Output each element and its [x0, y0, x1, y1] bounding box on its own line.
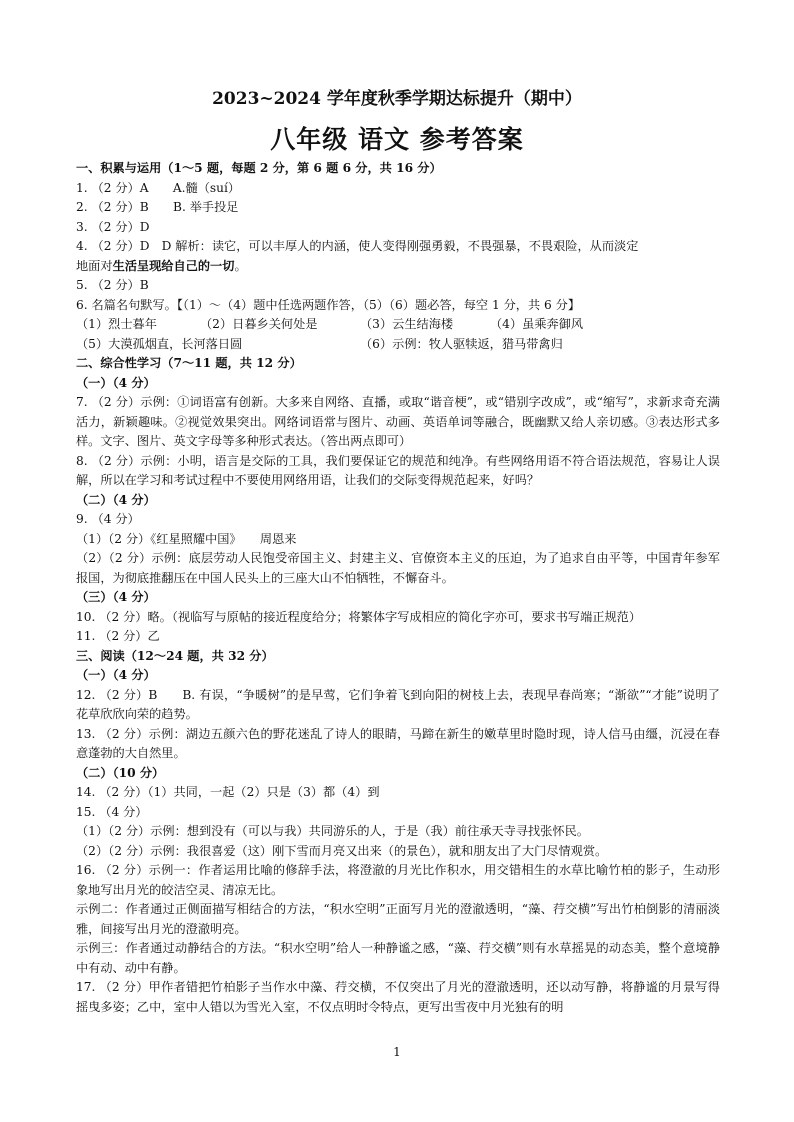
answer-q12: 12. （2 分）B B. 有误，“争暖树”的是早莺，它们争着飞到向阳的树枝上去，表现早春尚寒；“渐欲”“才能”说明了花草欣欣向荣的趋势。 — [76, 687, 720, 721]
section-heading-3: 三、阅读（12～24 题，共 32 分） — [76, 648, 274, 663]
answer-q11: 11. （2 分）乙 — [76, 629, 160, 643]
answer-q15-1: （1）（2 分）示例：想到没有（可以与我）共同游乐的人，于是（我）前往承天寺寻找张怀民。 — [76, 824, 589, 838]
answer-q16-example2: 示例二：作者通过正侧面描写相结合的方法，“积水空明”正面写月光的澄澈透明，“藻、荇交横”写出竹柏倒影的清丽淡雅，间接写出月光的澄澈明亮。 — [76, 902, 720, 936]
q6-item-1: （1）烈士暮年 — [76, 317, 157, 331]
q6-row-1 — [76, 315, 720, 335]
answer-q6: 6. 名篇名句默写。【（1）～（4）题中任选两题作答，（5）（6）题必答，每空 1 分，共 6 分】 — [76, 297, 581, 312]
answer-q9-1: （1）（2 分）《红星照耀中国》 周恩来 — [76, 531, 297, 546]
part-heading-2-3: （三）（4 分） — [76, 590, 156, 604]
answer-q10: 10. （2 分）略。（视临写与原帖的接近程度给分；将繁体字写成相应的简化字亦可，要求书写端正规范） — [76, 609, 642, 624]
q6-row-2 — [76, 335, 720, 355]
q6-item-5: （5）大漠孤烟直，长河落日圆 — [76, 336, 243, 351]
page-number: 1 — [393, 1045, 401, 1059]
q6-item-6: （6）示例：牧人驱犊返，猎马带禽归 — [360, 336, 563, 351]
part-heading-3-1: （一）（4 分） — [76, 668, 156, 682]
answer-q4-line2 — [76, 257, 720, 277]
part-heading-2-1: （一）（4 分） — [76, 375, 156, 390]
answer-q14: 14. （2 分）（1）共同，一起（2）只是（3）都（4）到 — [76, 785, 380, 799]
answer-q9-2: （2）（2 分）示例：底层劳动人民饱受帝国主义、封建主义、官僚资本主义的压迫，为了追求自由平等，中国青年参军报国，为彻底推翻压在中国人民头上的三座大山不怕牺牲，不懈奋斗。 — [76, 551, 720, 585]
q6-item-4: （4）虽乘奔御风 — [490, 317, 584, 331]
part-heading-2-2: （二）（4 分） — [76, 492, 156, 507]
answer-q3: 3. （2 分）D — [76, 219, 150, 234]
part-heading-3-2: （二）（10 分） — [76, 765, 165, 780]
q4-text-bold: 生活呈现给自己的一切 — [112, 258, 235, 273]
answer-q15: 15. （4 分） — [76, 804, 148, 819]
document-subtitle: 八年级 语文 参考答案 — [270, 125, 524, 154]
section-heading-2: 二、综合性学习（7～11 题，共 12 分） — [76, 356, 302, 370]
answer-q15-2: （2）（2 分）示例：我很喜爱（这）刚下雪而月亮又出来（的景色），就和朋友出了大门尽情观赏。 — [76, 843, 608, 858]
section-heading-1: 一、积累与运用（1～5 题，每题 2 分，第 6 题 6 分，共 16 分） — [76, 161, 442, 175]
answer-q5: 5. （2 分）B — [76, 278, 149, 292]
answer-q2: 2. （2 分）B B. 举手投足 — [76, 200, 239, 214]
answer-q16-example3: 示例三：作者通过动静结合的方法。“积水空明”给人一种静谧之感，“藻、荇交横”则有水草摇晃的动态美，整个意境静中有动、动中有静。 — [76, 941, 720, 975]
answer-q17: 17. （2 分）甲作者错把竹柏影子当作水中藻、荇交横，不仅突出了月光的澄澈透明，还以动写静，将静谧的月景写得摇曳多姿；乙中，室中人错以为雪光入室，不仅点明时令特点，更写出雪夜中月光独有的明 — [76, 980, 720, 1014]
q6-item-3: （3）云生结海楼 — [360, 317, 454, 331]
answer-content — [76, 159, 720, 1017]
q6-item-2: （2）日暮乡关何处是 — [200, 317, 318, 331]
q4-text-post: 。 — [234, 258, 247, 273]
answer-q4-line1: 4. （2 分）D D 解析：读它，可以丰厚人的内涵，使人变得刚强勇毅，不畏强暴，不畏艰险，从而淡定 — [76, 239, 639, 253]
answer-q1: 1. （2 分）A A.髓（suí） — [76, 180, 241, 195]
answer-q13: 13. （2 分）示例：湖边五颜六色的野花迷乱了诗人的眼睛，马蹄在新生的嫩草里时隐时现，诗人信马由缰，沉浸在春意蓬勃的大自然里。 — [76, 726, 720, 760]
answer-q8: 8. （2 分）示例：小明，语言是交际的工具，我们要保证它的规范和纯净。有些网络用语不符合语法规范，容易让人误解，所以在学习和考试过程中不要使用网络用语，让我们的交际变得规范起来，好吗？ — [76, 453, 720, 487]
answer-q16: 16. （2 分）示例一：作者运用比喻的修辞手法，将澄澈的月光比作积水，用交错相生的水草比喻竹柏的影子，生动形象地写出月光的皎洁空灵、清凉无比。 — [76, 863, 720, 897]
document-title: 2023~2024 学年度秋季学期达标提升（期中） — [212, 89, 582, 109]
answer-q7: 7. （2 分）示例：①词语富有创新。大多来自网络、直播，或取“谐音梗”，或“错别字改成”，或“缩写”，求新求奇充满活力，新颖趣味。②视觉效果突出。网络词语常与图片、动画、英语单词等融合，既幽默又给人亲切感。③表达形式多样。文字、图片、英文字母等多种形式表达。（答出两点即可） — [76, 395, 720, 448]
answer-q9: 9. （4 分） — [76, 512, 140, 526]
q4-text-pre: 地面对 — [76, 258, 113, 273]
